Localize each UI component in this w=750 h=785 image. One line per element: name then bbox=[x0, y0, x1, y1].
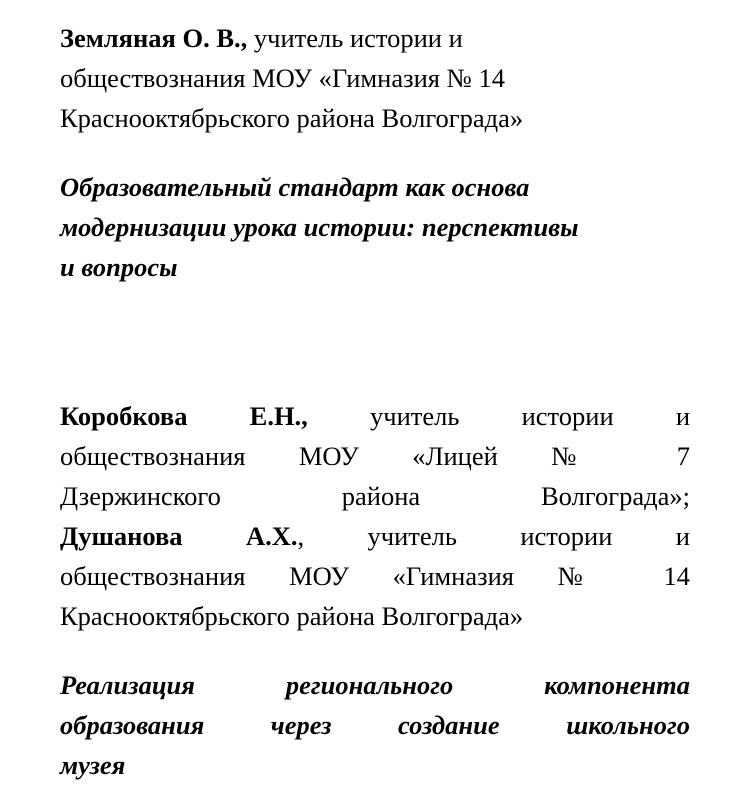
author-line bbox=[60, 18, 690, 58]
author-name: Душанова А.Х. bbox=[60, 521, 298, 551]
title-line: Реализация регионального компонента bbox=[60, 670, 690, 700]
author-name: Коробкова Е.Н., bbox=[60, 401, 308, 431]
author-block-1 bbox=[60, 18, 690, 138]
author-name: Земляная О. В., bbox=[60, 23, 248, 53]
author-line bbox=[60, 516, 690, 556]
document-page bbox=[60, 18, 690, 785]
author-block-2 bbox=[60, 396, 690, 636]
author-description: обществознания МОУ «Гимназия № 14 bbox=[60, 561, 690, 591]
title-line: образования через создание школьного bbox=[60, 710, 690, 740]
title-line: Образовательный стандарт как основа bbox=[60, 172, 530, 202]
title-line: и вопросы bbox=[60, 252, 178, 282]
author-description: , учитель истории и bbox=[297, 521, 690, 551]
author-description: Дзержинского района Волгограда»; bbox=[60, 481, 690, 511]
author-description: обществознания МОУ «Лицей № 7 bbox=[60, 441, 690, 471]
author-description: учитель истории и bbox=[370, 401, 690, 431]
article-title-1 bbox=[60, 167, 690, 287]
article-title-2 bbox=[60, 665, 690, 785]
author-description: Краснооктябрьского района Волгограда» bbox=[60, 103, 524, 133]
author-description: Краснооктябрьского района Волгограда» bbox=[60, 601, 524, 631]
title-line: модернизации урока истории: перспективы bbox=[60, 212, 579, 242]
author-description: учитель истории и bbox=[247, 23, 463, 53]
title-line: музея bbox=[60, 750, 126, 780]
author-line bbox=[60, 396, 690, 436]
author-description: обществознания МОУ «Гимназия № 14 bbox=[60, 63, 506, 93]
